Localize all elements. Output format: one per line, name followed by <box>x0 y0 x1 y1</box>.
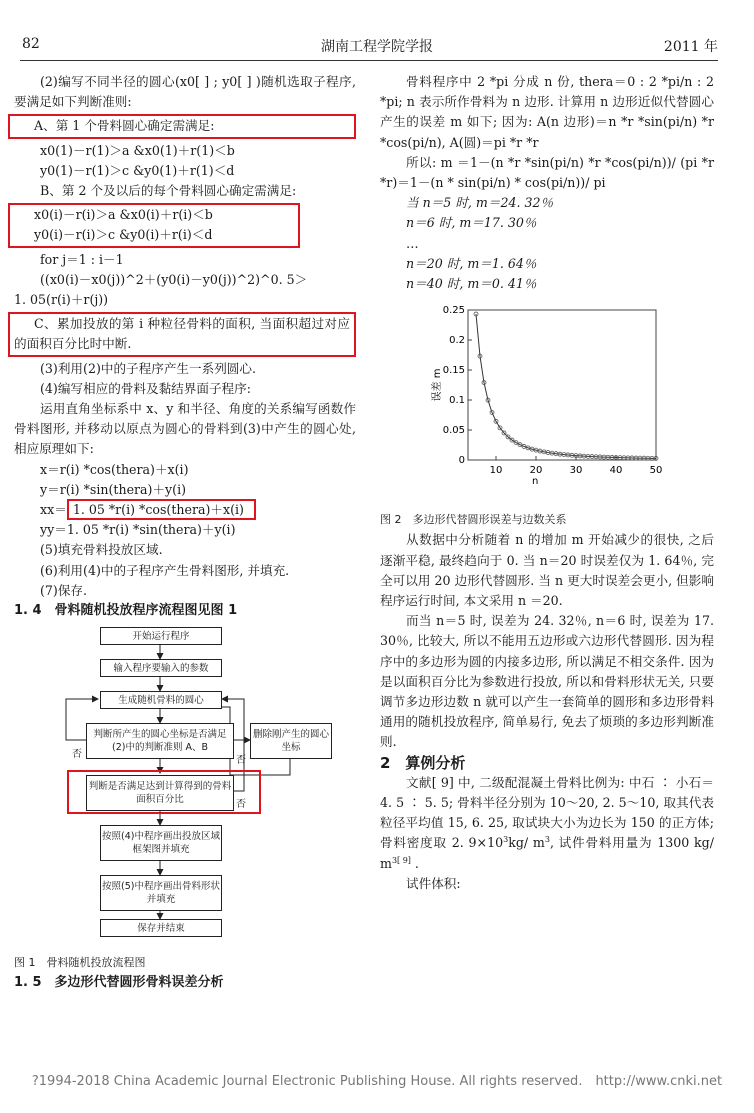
result-n5: 当 n＝5 时, m＝24. 32％ <box>406 195 554 211</box>
rule-c-highlight <box>8 312 356 356</box>
y-tick-label: 0.15 <box>442 365 465 377</box>
code-line: x0(1)－r(1)＞a &x0(1)＋r(1)＜b <box>40 142 235 158</box>
example-text-c: , 试件骨料用量为 1300 kg/ m <box>380 835 714 871</box>
y-tick-label: 0.2 <box>449 335 465 347</box>
flow-no-label: 否 <box>236 799 246 811</box>
paragraph-analysis-1: 从数据中分析随着 n 的增加 m 开始减少的很快, 之后逐渐平稳, 最终趋向于 0. 当 n＝20 时误差仅为 1. 64％, 完全可以用 20 边形代替圆形. 当 n 更大时误差会更小, 但影响程序运行时间, 本文采用 n ＝20. <box>380 532 714 609</box>
error-chart-svg <box>380 300 714 510</box>
rule-c: C、累加投放的第 i 种粒径骨料的面积, 当面积超过对应的面积百分比时中断. <box>14 316 350 352</box>
paragraph-step5: (5)填充骨料投放区域. <box>40 542 163 558</box>
result-n40: n＝40 时, m＝0. 41％ <box>406 276 537 292</box>
flow-no-label: 否 <box>236 755 246 767</box>
paragraph-step6: (6)利用(4)中的子程序产生骨料图形, 并填充. <box>40 562 290 578</box>
flow-start: 开始运行程序 <box>100 627 222 645</box>
paragraph-step7: (7)保存. <box>40 582 88 598</box>
y-tick-label: 0.25 <box>442 305 465 317</box>
figure-2-caption: 图 2 多边形代替圆形误差与边数关系 <box>380 513 567 527</box>
rule-a: A、第 1 个骨料圆心确定需满足: <box>34 118 215 134</box>
result-ellipsis: … <box>406 235 419 251</box>
plot-frame <box>468 310 656 460</box>
y-tick-label: 0.1 <box>449 395 465 407</box>
flow-delete-center: 删除刚产生的圆心坐标 <box>250 723 332 759</box>
copyright-footer: ?1994-2018 China Academic Journal Electronic Publishing House. All rights reserved. http://www.cnki.net <box>31 1074 723 1089</box>
y-tick-label: 0 <box>458 455 465 467</box>
right-column <box>380 72 714 894</box>
paragraph-specimen-volume: 试件体积: <box>406 875 461 891</box>
equation-x: x＝r(i) *cos(thera)＋x(i) <box>40 461 189 477</box>
flow-judge-area: 判断是否满足达到计算得到的骨料面积百分比 <box>86 775 234 811</box>
x-tick-label: 30 <box>569 465 583 477</box>
flowchart <box>14 623 356 953</box>
paragraph-step2: (2)编写不同半径的圆心(x0[ ] ; y0[ ] )随机选取子程序, 要满足如下判断准则: <box>14 74 356 110</box>
equation-xx <box>14 500 356 520</box>
equation-xx-highlight: 1. 05 *r(i) *cos(thera)＋x(i) <box>67 499 256 520</box>
x-tick-label: 50 <box>649 465 663 477</box>
paragraph-step3: (3)利用(2)中的子程序产生一系列圆心. <box>40 360 256 376</box>
code-line: y0(1)－r(1)＞c &y0(1)＋r(1)＜d <box>40 162 235 178</box>
example-text-d: . <box>410 855 419 871</box>
citation-sup: 3[ 9] <box>391 855 411 865</box>
rule-b: B、第 2 个及以后的每个骨料圆心确定需满足: <box>40 183 297 199</box>
density-exponent: 3 <box>503 835 509 845</box>
error-chart <box>380 300 714 510</box>
result-n6: n＝6 时, m＝17. 30％ <box>406 215 537 231</box>
rule-a-highlight <box>8 114 356 138</box>
equation-xx-lhs: xx＝ <box>40 502 67 518</box>
section-2-heading: 2 算例分析 <box>380 753 466 772</box>
code-line: y0(i)－r(i)＞c &y0(i)＋r(i)＜d <box>34 227 213 243</box>
figure-1-caption: 图 1 骨料随机投放流程图 <box>14 956 146 970</box>
rule-b-highlight <box>8 203 300 247</box>
section-1-4-heading: 1. 4 骨料随机投放程序流程图见图 1 <box>14 603 238 619</box>
paragraph-polygon-error: 骨料程序中 2 *pi 分成 n 份, thera＝0 : 2 *pi/n : 2 *pi; n 表示所作骨料为 n 边形. 计算用 n 边形近似代替圆心产生的误差 m 如下; 因为: A(n 边形)＝n *r *sin(pi/n) *r *cos(pi/n), A(圆)＝pi *r *r <box>380 74 714 150</box>
x-tick-label: 10 <box>489 465 503 477</box>
page-number: 82 <box>22 36 40 52</box>
code-line: ((x0(i)－x0(j))^2＋(y0(i)－y0(j))^2)^0. 5＞ <box>40 271 308 287</box>
x-tick-label: 40 <box>609 465 623 477</box>
journal-title: 湖南工程学院学报 <box>321 39 433 55</box>
density-unit-exponent: 3 <box>544 835 550 845</box>
paragraph-error-formula: 所以: m ＝1－(n *r *sin(pi/n) *r *cos(pi/n))/ (pi *r *r)＝1－(n * sin(pi/n) * cos(pi/n))/ pi <box>380 154 714 191</box>
equation-y: y＝r(i) *sin(thera)＋y(i) <box>40 481 187 497</box>
flow-judge-criteria: 判断所产生的圆心坐标是否满足(2)中的判断准则 A、B <box>86 723 234 759</box>
flow-generate-center: 生成随机骨料的圆心 <box>100 691 222 709</box>
page-header <box>0 0 754 60</box>
example-text-a: 文献[ 9] 中, 二级配混凝土骨料比例为: 中石 ∶ 小石＝4. 5 ∶ 5. 5; 骨料半径分别为 10～20, 2. 5～10, 取其代表粒径平均值 15, 6. 25, 取试块大小为边长为 150 的正方体; 骨料密度取 2. 9×10 <box>380 774 714 851</box>
result-n20: n＝20 时, m＝1. 64％ <box>406 255 537 271</box>
x-tick-label: 20 <box>529 465 543 477</box>
flow-no-label: 否 <box>72 749 82 761</box>
y-tick-label: 0.05 <box>442 425 465 437</box>
paragraph-step4: (4)编写相应的骨料及黏结界面子程序: <box>40 380 251 396</box>
flow-input: 输入程序要输入的参数 <box>100 659 222 677</box>
paragraph-step4-detail: 运用直角坐标系中 x、y 和半径、角度的关系编写函数作骨料图形, 并移动以原点为圆心的骨料到(3)中产生的圆心处, 相应原理如下: <box>14 401 356 457</box>
flow-draw-region: 按照(4)中程序画出投放区域框架图并填充 <box>100 825 222 861</box>
paragraph-analysis-2: 而当 n＝5 时, 误差为 24. 32％, n＝6 时, 误差为 17. 30％, 比较大, 所以不能用五边形或六边形代替圆形. 因为程序中的多边形为圆的内接多边形, 所以满足不相交条件. 因为是以面积百分比为参数进行投放, 所以和骨料形状无关, 只要调节多边形边数 n 就可以产生一套简单的圆形和多边形骨料通用的随机投放程序, 简单易行, 免去了烦琐的多边形判断准则. <box>380 613 714 750</box>
flow-save-end: 保存并结束 <box>100 919 222 937</box>
journal-year: 2011 年 <box>663 39 718 55</box>
x-axis-label: n <box>532 476 539 488</box>
equation-yy: yy＝1. 05 *r(i) *sin(thera)＋y(i) <box>40 522 236 538</box>
example-text-b: kg/ m <box>508 835 545 851</box>
code-line: 1. 05(r(i)＋r(j)) <box>14 292 109 308</box>
code-line: x0(i)－r(i)＞a &x0(i)＋r(i)＜b <box>34 207 213 223</box>
paragraph-example <box>380 773 714 874</box>
flow-draw-aggregate: 按照(5)中程序画出骨料形状并填充 <box>100 875 222 911</box>
section-1-5-heading: 1. 5 多边形代替圆形骨料误差分析 <box>14 975 224 991</box>
code-line: for j＝1 : i－1 <box>40 251 124 267</box>
header-rule <box>20 60 718 61</box>
left-column <box>14 72 356 994</box>
y-axis-label: 误差 m <box>432 368 443 402</box>
